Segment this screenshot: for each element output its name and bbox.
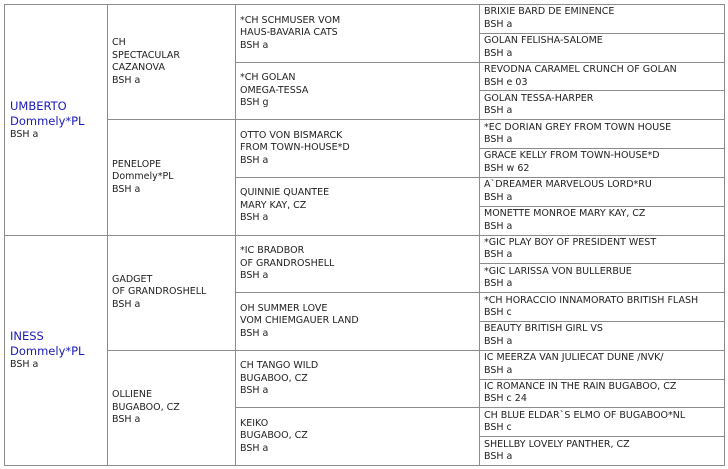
- ancestor-name: *CH HORACCIO INNAMORATO BRITISH FLASH: [484, 294, 699, 306]
- name-line: FROM TOWN-HOUSE*D: [240, 142, 350, 154]
- ancestor-name: SHELLBY LOVELY PANTHER, CZ: [484, 438, 630, 450]
- great-grandparent-cell: [236, 62, 480, 120]
- great-grandparent-cell: [236, 293, 480, 351]
- pedigree-row: [5, 350, 725, 379]
- breed-code: BSH a: [112, 74, 141, 86]
- breed-code: BSH c: [484, 422, 512, 434]
- name-line: VOM CHIEMGAUER LAND: [240, 315, 359, 327]
- breed-code: BSH a: [240, 154, 269, 166]
- name-line: SPECTACULAR: [112, 49, 180, 61]
- great-grandparent-cell: [236, 235, 480, 293]
- breed-code: BSH a: [10, 128, 39, 140]
- grandparent-cell: [108, 235, 236, 350]
- name-line: BUGABOO, CZ: [112, 401, 180, 413]
- great-grandparent-cell: [236, 5, 480, 63]
- name-line: MARY KAY, CZ: [240, 199, 307, 211]
- name-line: OH SUMMER LOVE: [240, 302, 328, 314]
- ancestor-name: *GIC LARISSA VON BULLERBUE: [484, 265, 632, 277]
- grandparent-cell: [108, 5, 236, 120]
- breed-code: BSH a: [484, 18, 513, 30]
- ancestor-name: MONETTE MONROE MARY KAY, CZ: [484, 208, 646, 220]
- name-line: *CH SCHMUSER VOM: [240, 14, 341, 26]
- pedigree-table: [4, 4, 725, 466]
- name-line: PENELOPE: [112, 158, 162, 170]
- great-grandparent-cell: [236, 120, 480, 178]
- name-line: INESS: [10, 329, 44, 343]
- breed-code: BSH a: [484, 105, 513, 117]
- great-great-grandparent-cell: [480, 437, 725, 466]
- breed-code: BSH w 62: [484, 162, 530, 174]
- great-grandparent-cell: [236, 408, 480, 466]
- ancestor-name: BRIXIE BARD DE EMINENCE: [484, 6, 615, 18]
- name-line: Dommely*PL: [112, 171, 174, 183]
- breed-code: BSH a: [240, 212, 269, 224]
- grandparent-cell: [108, 120, 236, 235]
- name-line: UMBERTO: [10, 98, 67, 113]
- breed-code: BSH c: [484, 307, 512, 319]
- ancestor-name: GOLAN TESSA-HARPER: [484, 92, 594, 104]
- breed-code: BSH a: [240, 385, 269, 397]
- name-line: *IC BRADBOR: [240, 245, 305, 257]
- breed-code: BSH a: [112, 183, 141, 195]
- pedigree-row: [5, 235, 725, 264]
- breed-code: BSH a: [240, 39, 269, 51]
- great-grandparent-cell: [236, 350, 480, 408]
- name-line: Dommely*PL: [10, 113, 85, 128]
- great-great-grandparent-cell: [480, 321, 725, 350]
- name-line: KEIKO: [240, 417, 269, 429]
- breed-code: BSH a: [10, 359, 39, 370]
- breed-code: BSH a: [484, 134, 513, 146]
- pedigree-body: [5, 5, 725, 466]
- ancestor-name: GRACE KELLY FROM TOWN-HOUSE*D: [484, 150, 660, 162]
- great-great-grandparent-cell: [480, 293, 725, 322]
- ancestor-name: GOLAN FELISHA-SALOME: [484, 35, 603, 47]
- name-line: *CH GOLAN: [240, 72, 296, 84]
- ancestor-name: BEAUTY BRITISH GIRL VS: [484, 323, 603, 335]
- ancestor-name: IC MEERZA VAN JULIECAT DUNE /NVK/: [484, 352, 664, 364]
- name-line: OMEGA-TESSA: [240, 84, 309, 96]
- name-line: BUGABOO, CZ: [240, 372, 308, 384]
- ancestor-name: IC ROMANCE IN THE RAIN BUGABOO, CZ: [484, 380, 677, 392]
- great-great-grandparent-cell: [480, 235, 725, 264]
- breed-code: BSH a: [484, 451, 513, 463]
- name-line: CH TANGO WILD: [240, 360, 319, 372]
- breed-code: BSH a: [240, 442, 269, 454]
- breed-code: BSH a: [484, 220, 513, 232]
- great-great-grandparent-cell: [480, 33, 725, 62]
- pedigree-row: [5, 120, 725, 149]
- great-great-grandparent-cell: [480, 206, 725, 235]
- name-line: OTTO VON BISMARCK: [240, 129, 343, 141]
- great-great-grandparent-cell: [480, 91, 725, 120]
- name-line: CH: [112, 37, 126, 49]
- breed-code: BSH g: [240, 97, 269, 109]
- breed-code: BSH a: [240, 270, 269, 282]
- breed-code: BSH a: [484, 335, 513, 347]
- great-great-grandparent-cell: [480, 408, 725, 437]
- parent-cell: [5, 5, 108, 236]
- breed-code: BSH a: [484, 278, 513, 290]
- name-line: OLLIENE: [112, 389, 152, 401]
- name-line: Dommely*PL: [10, 344, 85, 358]
- great-great-grandparent-cell: [480, 62, 725, 91]
- name-line: OF GRANDROSHELL: [240, 257, 335, 269]
- great-great-grandparent-cell: [480, 5, 725, 34]
- ancestor-name: REVODNA CARAMEL CRUNCH OF GOLAN: [484, 64, 677, 76]
- grandparent-cell: [108, 350, 236, 465]
- parent-cell: [5, 235, 108, 466]
- breed-code: BSH e 03: [484, 76, 528, 88]
- breed-code: BSH a: [112, 298, 141, 310]
- great-grandparent-cell: [236, 177, 480, 235]
- breed-code: BSH a: [484, 191, 513, 203]
- breed-code: BSH a: [112, 414, 141, 426]
- breed-code: BSH a: [484, 249, 513, 261]
- great-great-grandparent-cell: [480, 264, 725, 293]
- name-line: GADGET: [112, 273, 153, 285]
- breed-code: BSH a: [240, 327, 269, 339]
- name-line: HAUS-BAVARIA CATS: [240, 27, 338, 39]
- ancestor-name: *GIC PLAY BOY OF PRESIDENT WEST: [484, 236, 657, 248]
- ancestor-name: *EC DORIAN GREY FROM TOWN HOUSE: [484, 121, 672, 133]
- breed-code: BSH a: [484, 364, 513, 376]
- ancestor-name: A`DREAMER MARVELOUS LORD*RU: [484, 179, 652, 191]
- name-line: OF GRANDROSHELL: [112, 286, 207, 298]
- breed-code: BSH a: [484, 47, 513, 59]
- great-great-grandparent-cell: [480, 120, 725, 149]
- ancestor-name: CH BLUE ELDAR`S ELMO OF BUGABOO*NL: [484, 409, 686, 421]
- great-great-grandparent-cell: [480, 379, 725, 408]
- name-line: CAZANOVA: [112, 62, 165, 74]
- breed-code: BSH c 24: [484, 393, 527, 405]
- great-great-grandparent-cell: [480, 350, 725, 379]
- name-line: BUGABOO, CZ: [240, 430, 308, 442]
- pedigree-row: [5, 5, 725, 34]
- great-great-grandparent-cell: [480, 149, 725, 178]
- name-line: QUINNIE QUANTEE: [240, 187, 330, 199]
- great-great-grandparent-cell: [480, 177, 725, 206]
